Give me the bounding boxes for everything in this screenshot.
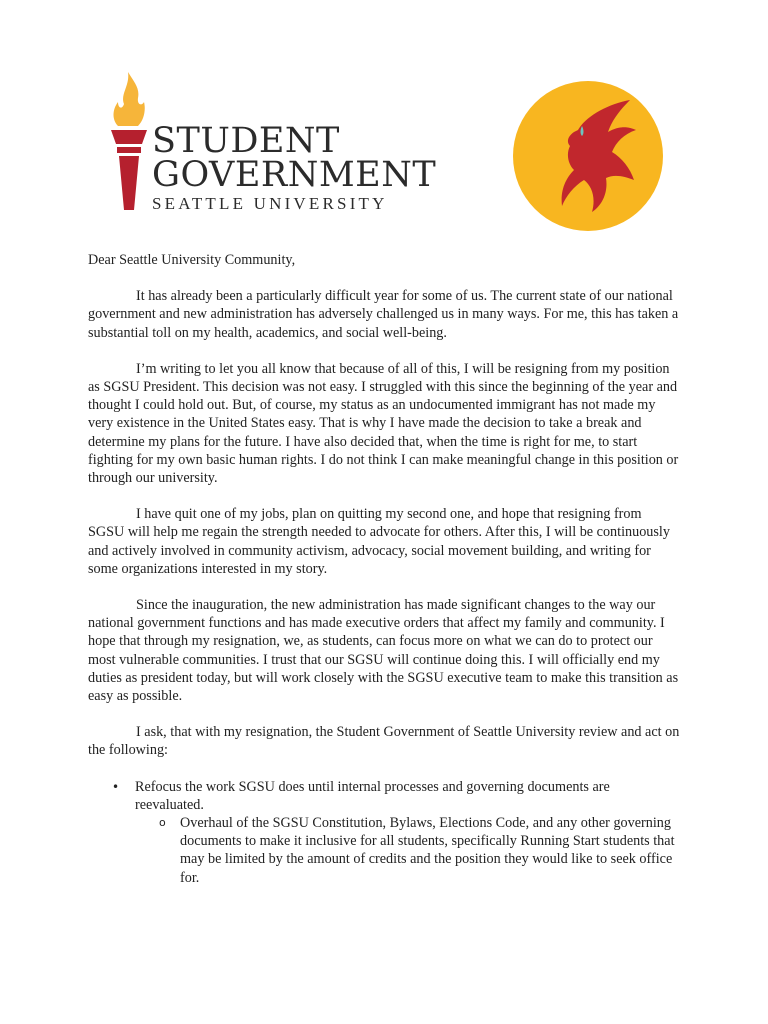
torch-flame [114, 72, 145, 126]
torch-handle [119, 156, 139, 210]
sub-bullet-icon: o [159, 816, 166, 830]
paragraph: I ask, that with my resignation, the Student Government of Seattle University review and act on the following: [88, 724, 680, 759]
paragraph: Since the inauguration, the new administration has made significant changes to the way our national government functions and has made executive orders that affect my family and community. I hope that through my resignation, we, as students, can focus more on what we can do to protect our most vulnerable communities. I trust that our SGSU will continue doing this. I will officially end my duties as president today, but will work closely with the SGSU executive team to make this transition as easy as possible. [88, 597, 679, 705]
student-government-logo [152, 121, 437, 214]
bullet-icon: • [112, 779, 120, 794]
redhawk-seal-icon [512, 80, 664, 232]
torch-icon [106, 72, 152, 212]
torch-band [117, 147, 141, 153]
sub-list-item-text: Overhaul of the SGSU Constitution, Bylaws, Elections Code, and any other governing documents to make it inclusive for all students, specifically Running Start students that may be limited by the amount of credits and the position they would like to seek office for. [180, 815, 675, 886]
torch-cup [111, 130, 147, 144]
logo-line-seattle-university: SEATTLE UNIVERSITY [152, 194, 388, 213]
letterhead [0, 0, 768, 240]
list-item [88, 778, 680, 887]
paragraph: I’m writing to let you all know that because of all of this, I will be resigning from my position as SGSU President. This decision was not easy. I struggled with this since the beginning of the year and thought I could hold out. But, of course, my status as an undocumented immigrant has not made my very existence in the United States easy. That is why I have made the decision to take a break and determine my plans for the future. I have also decided that, when the time is right for me, to start fighting for my own basic human rights. I do not think I can make meaningful change in this position or through our university. [88, 360, 679, 487]
logo-line-student: STUDENT [152, 121, 340, 161]
letter-body [88, 251, 680, 887]
sub-list [135, 814, 680, 887]
action-list [88, 778, 680, 887]
list-item-text: Refocus the work SGSU does until internal processes and governing documents are reevaluated. [135, 778, 610, 813]
paragraph: I have quit one of my jobs, plan on quitting my second one, and hope that resigning from SGSU will help me regain the strength needed to advocate for others. After this, I will be continuously and actively involved in community activism, advocacy, social movement building, and writing for some organizations interested in my story. [88, 506, 670, 577]
logo-line-government: GOVERNMENT [152, 155, 437, 195]
paragraph: It has already been a particularly difficult year for some of us. The current state of our national government and new administration has adversely challenged us in many ways. For me, this has taken a substantial toll on my health, academics, and social well-being. [88, 288, 679, 341]
salutation: Dear Seattle University Community, [88, 252, 296, 268]
sub-list-item [88, 814, 680, 887]
